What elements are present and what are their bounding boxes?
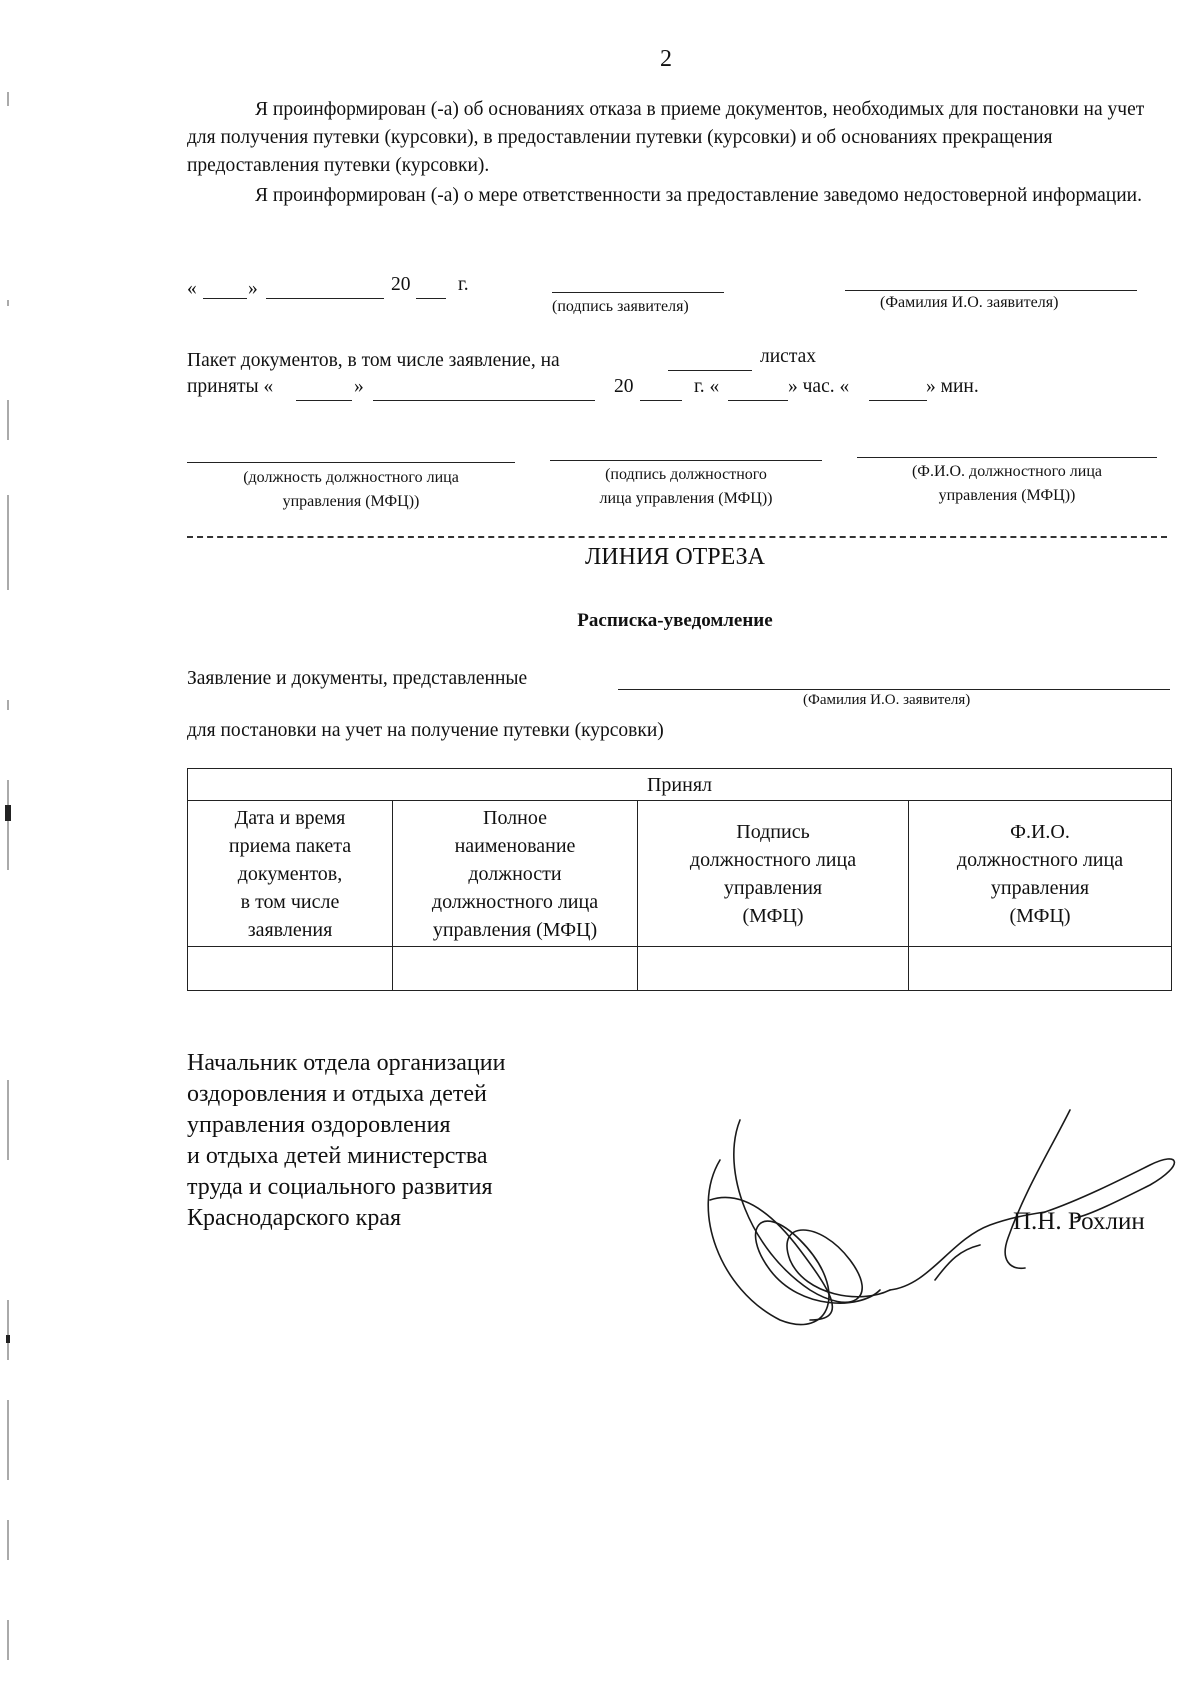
caption-line: (подпись должностного: [605, 466, 767, 483]
scan-margin-marks: [0, 0, 14, 1697]
accepted-prefix: приняты «: [187, 376, 274, 397]
cell-line: заявления: [247, 918, 333, 941]
cell-line: должностного лица: [689, 848, 857, 871]
cell-line: управления (МФЦ): [432, 918, 598, 941]
official-name-line[interactable]: [857, 457, 1157, 458]
cell-line: Полное: [483, 806, 547, 829]
date-quote-open: «: [187, 278, 197, 299]
receipt-applicant-caption: (Фамилия И.О. заявителя): [803, 692, 971, 708]
paragraph-responsibility: [187, 182, 1167, 210]
accepted-quote-close: »: [354, 376, 364, 397]
signatory-title-line: Краснодарского края: [187, 1205, 402, 1231]
applicant-signature-line[interactable]: [552, 292, 724, 293]
caption-line: лица управления (МФЦ)): [599, 490, 773, 507]
cell-line: (МФЦ): [1009, 904, 1071, 927]
cell-line: управления: [723, 876, 823, 899]
minute-suffix: » мин.: [926, 376, 979, 397]
caption-line: управления (МФЦ)): [938, 487, 1076, 504]
cell-line: документов,: [237, 862, 343, 885]
signatory-title: [187, 1048, 505, 1234]
signatory-title-line: Начальник отдела организации: [187, 1050, 506, 1076]
table-row: [188, 947, 1172, 991]
cell-line: приема пакета: [228, 834, 352, 857]
hour-suffix: » час. «: [788, 376, 850, 397]
column-date-time: [188, 801, 393, 947]
signatory-title-line: оздоровления и отдыха детей: [187, 1081, 487, 1107]
acceptance-table: [187, 768, 1172, 991]
year-blank[interactable]: [416, 298, 446, 299]
signatory-name: П.Н. Рохлин: [1013, 1208, 1145, 1235]
official-name-caption: [857, 460, 1157, 508]
receipt-title: Расписка-уведомление: [577, 610, 773, 631]
cut-line: [187, 536, 1167, 538]
official-signature-caption: [550, 463, 822, 511]
accepted-day-blank[interactable]: [296, 400, 352, 401]
applicant-name-caption: (Фамилия И.О. заявителя): [880, 294, 1059, 311]
table-header: Принял: [188, 769, 1172, 801]
sheets-count-blank[interactable]: [668, 370, 752, 371]
accepted-year-suffix: г. «: [694, 376, 720, 397]
accepted-year-blank[interactable]: [640, 400, 682, 401]
caption-line: (должность должностного лица: [243, 469, 459, 486]
cell-line: в том числе: [240, 890, 340, 913]
cell-line: должностного лица: [431, 890, 599, 913]
official-position-line[interactable]: [187, 462, 515, 463]
paragraph-refusal-text: Я проинформирован (-а) об основаниях отказа в приеме документов, необходимых для постановки на учет для получения путевки (курсовки), в предоставлении путевки (курсовки) и об основаниях прекращения предоставления путевки (курсовки).: [187, 99, 1145, 176]
year-prefix: 20: [391, 274, 411, 295]
cell-line: Дата и время: [234, 806, 346, 829]
day-blank[interactable]: [203, 298, 247, 299]
cut-line-label: ЛИНИЯ ОТРЕЗА: [585, 544, 765, 570]
official-position-caption: [187, 466, 515, 514]
accepted-hour-blank[interactable]: [728, 400, 788, 401]
applicant-name-line[interactable]: [845, 290, 1137, 291]
cell-line: Ф.И.О.: [1010, 820, 1070, 843]
table-cell-empty[interactable]: [638, 947, 909, 991]
caption-line: (Ф.И.О. должностного лица: [911, 463, 1103, 480]
receipt-applicant-line[interactable]: [618, 689, 1170, 690]
sheets-suffix: листах: [760, 346, 816, 367]
applicant-signature-caption: (подпись заявителя): [552, 298, 689, 315]
cell-line: наименование: [454, 834, 576, 857]
cell-line: должности: [468, 862, 562, 885]
date-quote-close: »: [248, 278, 258, 299]
accepted-minute-blank[interactable]: [869, 400, 927, 401]
accepted-month-blank[interactable]: [373, 400, 595, 401]
table-cell-empty[interactable]: [909, 947, 1172, 991]
caption-line: управления (МФЦ)): [282, 493, 420, 510]
signatory-title-line: и отдыха детей министерства: [187, 1143, 488, 1169]
receipt-purpose-text: для постановки на учет на получение путевки (курсовки): [187, 720, 664, 741]
package-text: Пакет документов, в том числе заявление, на: [187, 350, 560, 371]
signatory-title-line: управления оздоровления: [187, 1112, 451, 1138]
cell-line: должностного лица: [956, 848, 1124, 871]
receipt-submitted-text: Заявление и документы, представленные: [187, 668, 528, 689]
page-number: 2: [660, 46, 672, 72]
official-signature-line[interactable]: [550, 460, 822, 461]
year-suffix: г.: [458, 274, 469, 295]
table-cell-empty[interactable]: [188, 947, 393, 991]
cell-line: (МФЦ): [742, 904, 804, 927]
cell-line: Подпись: [736, 820, 810, 843]
cell-line: управления: [990, 876, 1090, 899]
table-header-row: [188, 801, 1172, 947]
table-cell-empty[interactable]: [393, 947, 638, 991]
paragraph-responsibility-text: Я проинформирован (-а) о мере ответственности за предоставление заведомо недостоверной информации.: [255, 185, 1142, 206]
column-full-name: [909, 801, 1172, 947]
accepted-year-prefix: 20: [614, 376, 634, 397]
paragraph-refusal-grounds: [187, 96, 1167, 180]
column-position-name: [393, 801, 638, 947]
column-signature: [638, 801, 909, 947]
month-blank[interactable]: [266, 298, 384, 299]
signatory-title-line: труда и социального развития: [187, 1174, 493, 1200]
